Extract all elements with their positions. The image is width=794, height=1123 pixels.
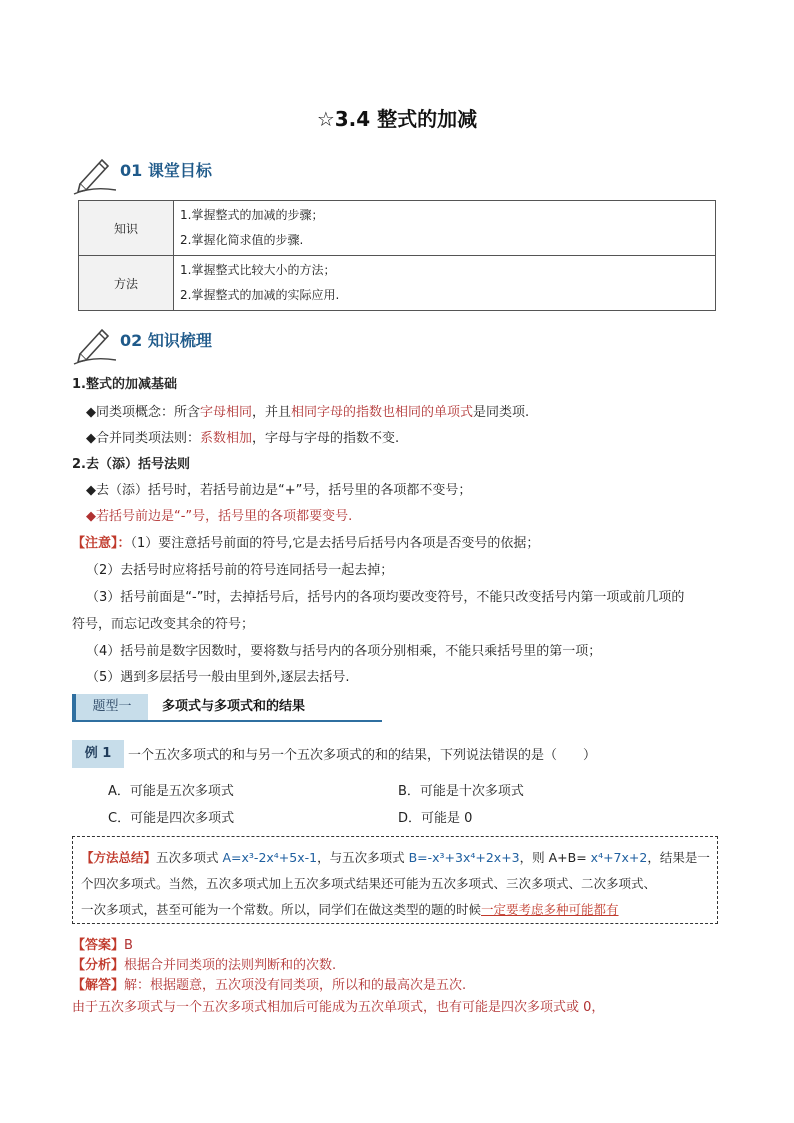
option-c: C．可能是四次多项式 — [108, 811, 235, 826]
text: （1）要注意括号前面的符号,它是去括号后括号内各项是否变号的依据； — [130, 536, 540, 551]
note-tag: 【注意】 — [72, 536, 118, 551]
type-name: 多项式与多项式和的结果 — [162, 699, 306, 714]
option-a: A．可能是五次多项式 — [108, 784, 234, 799]
solution-line — [72, 976, 466, 996]
solution-text: 解：根据题意，五次项没有同类项，所以和的最高次是五次. — [124, 978, 467, 993]
method-line-2: 个四次多项式。当然，五次多项式加上五次多项式结果还可能为五次多项式、三次多项式、二次多项式、 — [81, 876, 657, 891]
question-type-bar — [72, 694, 382, 720]
k1-bullet-1 — [86, 403, 529, 423]
answer-tag: 【答案】 — [72, 938, 125, 953]
type-badge: 题型一 — [72, 694, 148, 720]
option-d: D．可能是 0 — [398, 811, 473, 826]
method-tag: 【方法总结】 — [81, 850, 157, 865]
text: ，并且 — [252, 405, 292, 420]
k2-heading: 2.去（添）括号法则 — [72, 457, 190, 472]
text: ，则 A+B= — [519, 850, 591, 865]
table-row — [79, 201, 716, 256]
text: ◆合并同类项法则： — [86, 431, 200, 446]
answer-line — [72, 936, 133, 956]
goal-label: 方法 — [79, 256, 174, 311]
table-row — [79, 256, 716, 311]
example-badge: 例 1 — [72, 740, 124, 768]
analysis-line — [72, 956, 336, 976]
solution-tag: 【解答】 — [72, 978, 125, 993]
pencil-icon — [72, 322, 116, 366]
highlight-text: 相同字母的指数也相同的单项式 — [291, 405, 474, 420]
section-header-knowledge — [72, 322, 272, 366]
note-line-3a: （3）括号前面是“-”时，去掉括号后，括号内的各项均要改变符号，不能只改变括号内第一项或前几项的 — [86, 590, 685, 605]
text: ，字母与字母的指数不变. — [252, 431, 400, 446]
goal-label: 知识 — [79, 201, 174, 256]
divider — [72, 720, 382, 722]
text: ◆同类项概念：所含 — [86, 405, 200, 420]
goal-item: 2.掌握整式的加减的实际应用. — [180, 288, 340, 302]
pencil-icon — [72, 152, 116, 196]
method-line-1 — [81, 845, 709, 871]
page-title: ☆3.4 整式的加减 — [316, 107, 478, 131]
goal-content — [174, 201, 716, 256]
section-title: 02 知识梳理 — [120, 331, 212, 350]
formula: B=-x³+3x⁴+2x+3 — [408, 850, 520, 865]
option-b: B．可能是十次多项式 — [398, 784, 524, 799]
goal-item: 1.掌握整式的加减的步骤； — [180, 208, 324, 222]
section-header-goals — [72, 152, 272, 196]
section-title: 01 课堂目标 — [120, 161, 212, 180]
note-line-3b: 符号，而忘记改变其余的符号； — [72, 617, 255, 632]
k2-bullet-2: ◆若括号前边是“-”号，括号里的各项都要变号. — [86, 509, 353, 524]
formula: x⁴+7x+2 — [590, 850, 648, 865]
highlight-text: 系数相加 — [200, 431, 253, 446]
analysis-text: 根据合并同类项的法则判断和的次数. — [124, 958, 337, 973]
method-line-3 — [81, 897, 709, 923]
text: 一次多项式，甚至可能为一个常数。所以，同学们在做这类型的题的时候 — [81, 902, 482, 917]
answer-value: B — [124, 938, 133, 953]
example-question: 一个五次多项式的和与另一个五次多项式的和的结果，下列说法错误的是（ ） — [128, 748, 597, 763]
analysis-tag: 【分析】 — [72, 958, 125, 973]
note-line-2: （2）去括号时应将括号前的符号连同括号一起去掉； — [86, 563, 394, 578]
method-summary-box — [72, 836, 718, 924]
text: 五次多项式 — [156, 850, 223, 865]
solution-line-2: 由于五次多项式与一个五次多项式相加后可能成为五次单项式，也有可能是四次多项式或 0， — [72, 1000, 605, 1015]
note-line-1 — [72, 534, 539, 554]
underlined-text: 一定要考虑多种可能都有 — [481, 902, 619, 917]
k1-bullet-2 — [86, 429, 399, 449]
k1-heading: 1.整式的加减基础 — [72, 377, 177, 392]
goal-item: 2.掌握化简求值的步骤. — [180, 233, 304, 247]
goals-table — [78, 200, 716, 311]
note-colon: ： — [117, 536, 131, 551]
text: 是同类项. — [473, 405, 530, 420]
note-line-5: （5）遇到多层括号一般由里到外,逐层去括号. — [86, 670, 350, 685]
formula: A=x³-2x⁴+5x-1 — [222, 850, 318, 865]
text: ，与五次多项式 — [317, 850, 409, 865]
k2-bullet-1: ◆去（添）括号时，若括号前边是“+”号，括号里的各项都不变号； — [86, 483, 472, 498]
note-line-4: （4）括号前是数字因数时，要将数与括号内的各项分别相乘，不能只乘括号里的第一项； — [86, 644, 602, 659]
goal-content — [174, 256, 716, 311]
text: ，结果是一 — [647, 850, 710, 865]
highlight-text: 字母相同 — [200, 405, 253, 420]
goal-item: 1.掌握整式比较大小的方法； — [180, 263, 336, 277]
